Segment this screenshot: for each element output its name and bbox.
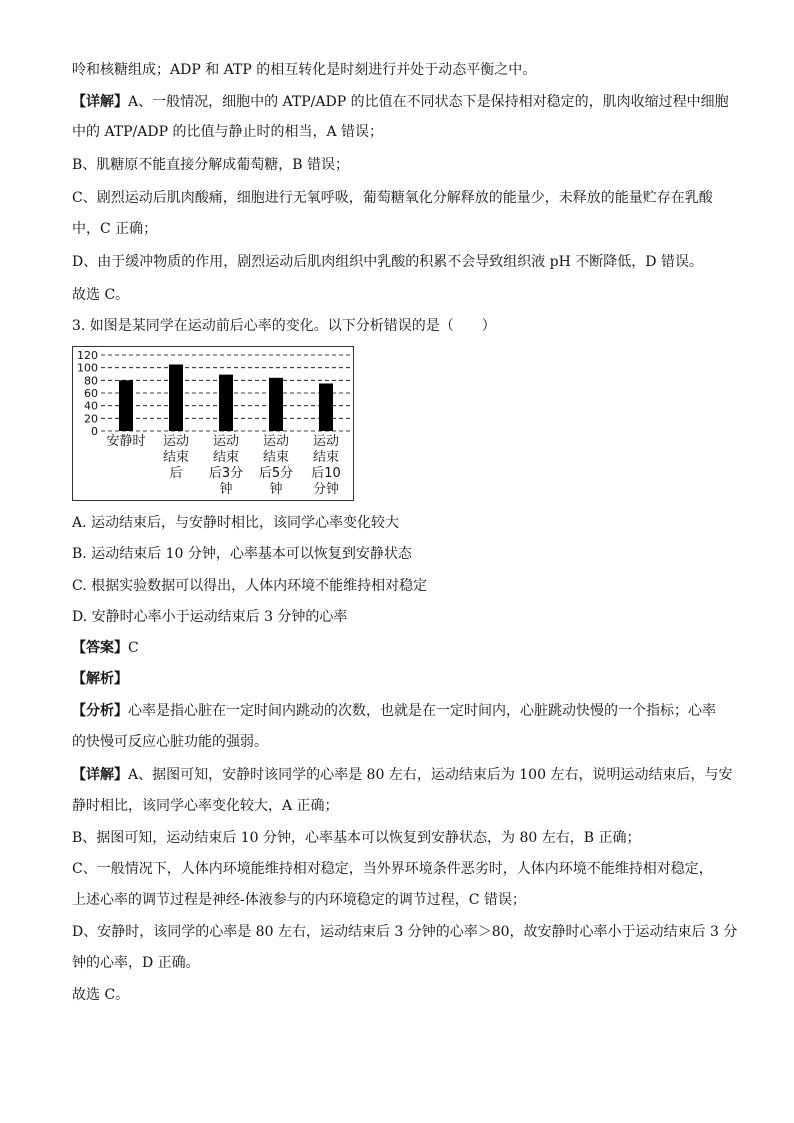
option-d: D. 安静时心率小于运动结束后 3 分钟的心率 [72,609,348,625]
text-line: 的快慢可反应心脏功能的强弱。 [72,734,268,750]
analysis-heading: 【解析】 [72,671,128,687]
text-line: 中，C 正确； [72,221,158,237]
text-line: 故选 C。 [72,987,130,1003]
category-label: 运动 [262,434,290,449]
text-line: B、肌糖原不能直接分解成葡萄糖，B 错误； [72,157,350,173]
text-line [72,92,729,112]
category-label: 运动 [212,434,240,449]
chart-svg [73,347,355,502]
category-label: 结束 [262,450,290,465]
text-line: B、据图可知，运动结束后 10 分钟，心率基本可以恢复到安静状态，为 80 左右，B 正确； [72,830,641,846]
y-tick-label: 0 [91,425,98,438]
bar [119,380,133,431]
y-tick-label: 40 [84,399,98,413]
y-tick-label: 60 [84,387,98,400]
answer-line [72,638,139,658]
option-c: C. 根据实验数据可以得出，人体内环境不能维持相对稳定 [72,578,428,594]
section-label: 【分析】 [72,703,128,719]
option-a: A. 运动结束后，与安静时相比，该同学心率变化较大 [72,515,400,531]
text-span: A、一般情况，细胞中的 ATP/ADP 的比值在不同状态下是保持相对稳定的，肌肉收缩过程中细胞 [128,94,729,110]
text-line [72,765,732,785]
section-label: 【详解】 [72,94,128,110]
category-label: 运动 [162,434,190,449]
y-tick-label: 120 [77,349,98,362]
text-span: 心率是指心脏在一定时间内跳动的次数，也就是在一定时间内，心脏跳动快慢的一个指标；心率 [128,703,716,719]
text-line: C、一般情况下，人体内环境能维持相对稳定，当外界环境条件恶劣时，人体内环境不能维持相对稳定， [72,861,713,877]
text-line: 静时相比，该同学心率变化较大，A 正确； [72,798,339,814]
text-line: 钟的心率，D 正确。 [72,955,200,971]
category-label: 结束 [162,450,190,465]
text-line: C、剧烈运动后肌肉酸痛，细胞进行无氧呼吸，葡萄糖氧化分解释放的能量少，未释放的能量贮存在乳酸 [72,190,713,206]
category-label: 钟 [269,482,283,497]
question-stem: 3. 如图是某同学在运动前后心率的变化。以下分析错误的是（ ） [72,318,496,334]
option-b: B. 运动结束后 10 分钟，心率基本可以恢复到安静状态 [72,546,412,562]
text-line: 上述心率的调节过程是神经-体液参与的内环境稳定的调节过程，C 错误； [72,892,526,908]
text-line: D、由于缓冲物质的作用，剧烈运动后肌肉组织中乳酸的积累不会导致组织液 pH 不断降低，D 错误。 [72,254,703,270]
text-line: D、安静时，该同学的心率是 80 左右，运动结束后 3 分钟的心率＞80，故安静时心率小于运动结束后 3 分 [72,924,738,940]
category-label: 运动 [312,434,340,449]
category-label: 结束 [212,450,240,465]
section-label: 【详解】 [72,767,128,783]
category-label: 结束 [312,450,340,465]
text-span: A、据图可知，安静时该同学的心率是 80 左右，运动结束后为 100 左右，说明运动结束后，与安 [128,767,733,783]
answer-label: 【答案】 [72,640,128,656]
text-line: 故选 C。 [72,287,130,303]
category-label: 后 [169,466,183,481]
text-line: 中的 ATP/ADP 的比值与静止时的相当，A 错误； [72,124,384,140]
text-line [72,701,716,721]
text-line: 呤和核糖组成；ADP 和 ATP 的相互转化是时刻进行并处于动态平衡之中。 [72,62,537,78]
y-tick-label: 20 [84,412,98,426]
heart-rate-chart [72,346,354,501]
category-label: 后3分 [208,466,244,481]
category-label: 后5分 [258,466,294,481]
category-label: 钟 [219,482,233,497]
answer-value: C [128,640,139,656]
y-tick-label: 100 [77,361,98,375]
bar [269,378,283,431]
bar [169,365,183,432]
category-label: 分钟 [312,482,340,497]
bar [219,375,233,431]
bar [319,384,333,432]
y-tick-label: 80 [84,374,98,388]
category-label: 后10 [311,466,341,481]
category-label: 安静时 [106,434,146,449]
